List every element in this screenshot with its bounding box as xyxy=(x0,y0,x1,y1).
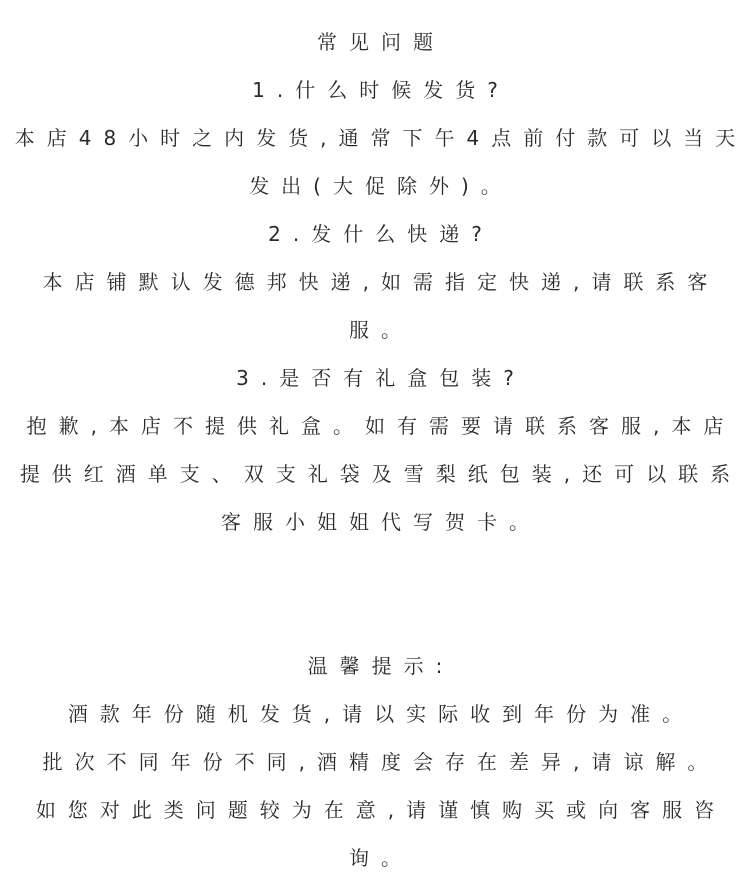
faq-title: 常见问题 xyxy=(317,30,445,54)
faq-answer-2-line-1: 本店铺默认发德邦快递,如需指定快递,请联系客 xyxy=(42,270,720,294)
faq-answer-3-line-3: 客服小姐姐代写贺卡。 xyxy=(221,510,541,534)
faq-answer-1-line-1: 本店48小时之内发货,通常下午4点前付款可以当天 xyxy=(14,126,748,150)
tips-line-1: 酒款年份随机发货,请以实际收到年份为准。 xyxy=(67,702,695,726)
tips-line-2: 批次不同年份不同,酒精度会存在差异,请谅解。 xyxy=(42,750,720,774)
faq-question-1: 1.什么时候发货? xyxy=(252,78,510,102)
faq-question-3: 3.是否有礼盒包装? xyxy=(236,366,526,390)
tips-section xyxy=(0,642,750,882)
faq-answer-3-line-1: 抱歉,本店不提供礼盒。如有需要请联系客服,本店 xyxy=(26,414,736,438)
faq-answer-2-line-2: 服。 xyxy=(349,318,413,342)
tips-line-4: 询。 xyxy=(349,846,413,870)
faq-section xyxy=(0,18,750,546)
faq-answer-3-line-2: 提供红酒单支、双支礼袋及雪梨纸包装,还可以联系 xyxy=(19,462,743,486)
faq-question-2: 2.发什么快递? xyxy=(268,222,494,246)
tips-line-3: 如您对此类问题较为在意,请谨慎购买或向客服咨 xyxy=(35,798,727,822)
tips-title: 温馨提示: xyxy=(307,654,455,678)
faq-answer-1-line-2: 发出(大促除外)。 xyxy=(249,174,513,198)
